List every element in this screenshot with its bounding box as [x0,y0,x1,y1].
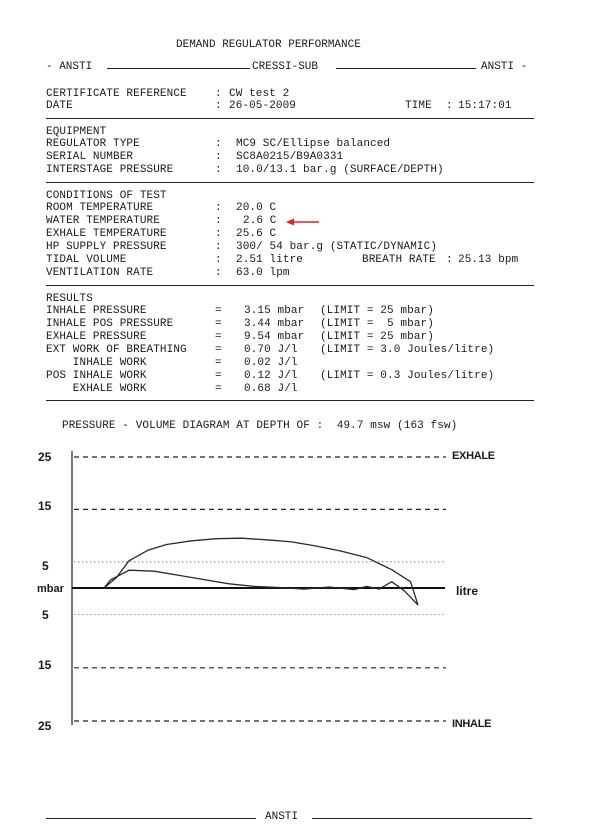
date-label: DATE [46,100,73,112]
equipment-value: MC9 SC/Ellipse balanced [236,138,391,150]
separator: : [215,228,222,240]
results-limit: (LIMIT = 25 mbar) [320,305,434,317]
results-value: 0.68 J/l [244,383,298,395]
date-value: 26-05-2009 [229,100,297,112]
conditions-label: WATER TEMPERATURE [46,215,160,227]
banner-right: ANSTI - [481,61,528,73]
separator: : [215,88,222,100]
results-label: INHALE WORK [46,357,147,369]
separator: : [215,241,222,253]
separator: : [215,215,222,227]
breath-rate-label: BREATH RATE [362,254,436,266]
results-limit: (LIMIT = 0.3 Joules/litre) [320,370,495,382]
results-value: 0.02 J/l [244,357,298,369]
conditions-label: EXHALE TEMPERATURE [46,228,167,240]
y-axis-unit: mbar [37,583,64,595]
equipment-label: REGULATOR TYPE [46,138,140,150]
separator: = [215,344,222,356]
equipment-value: 10.0/13.1 bar.g (SURFACE/DEPTH) [236,164,444,176]
time-value: 15:17:01 [458,100,512,112]
page-title: DEMAND REGULATOR PERFORMANCE [176,39,361,51]
separator: : [215,100,222,112]
time-label: TIME [405,100,432,112]
results-label: EXHALE PRESSURE [46,331,147,343]
results-label: EXT WORK OF BREATHING [46,344,187,356]
conditions-label: TIDAL VOLUME [46,254,127,266]
conditions-heading: CONDITIONS OF TEST [46,190,167,202]
separator: = [215,331,222,343]
y-tick-label: 25 [38,719,52,733]
diagram-title: PRESSURE - VOLUME DIAGRAM AT DEPTH OF : 49.7 msw (163 fsw) [62,420,458,432]
banner-left: - ANSTI [46,61,93,73]
conditions-value: 2.51 litre [236,254,304,266]
separator: = [215,305,222,317]
separator: : [215,202,222,214]
results-value: 0.70 J/l [244,344,298,356]
results-label: POS INHALE WORK [46,370,147,382]
results-limit: (LIMIT = 5 mbar) [320,318,434,330]
y-tick-label: 5 [42,608,49,622]
red-arrow-icon [286,216,320,228]
y-tick-label: 15 [38,499,52,513]
conditions-value: 25.6 C [236,228,277,240]
section-divider [46,285,534,286]
section-divider [46,400,534,401]
pressure-volume-chart [0,440,608,740]
results-value: 3.15 mbar [244,305,305,317]
results-limit: (LIMIT = 3.0 Joules/litre) [320,344,495,356]
footer-rule-left [46,818,256,819]
banner-center: CRESSI-SUB [252,61,319,73]
y-tick-label: 5 [42,559,49,573]
conditions-label: ROOM TEMPERATURE [46,202,154,214]
separator: : [446,100,453,112]
conditions-value: 63.0 lpm [236,267,290,279]
results-heading: RESULTS [46,293,93,305]
section-divider [46,182,534,183]
results-label: EXHALE WORK [46,383,147,395]
equipment-heading: EQUIPMENT [46,126,107,138]
separator: = [215,318,222,330]
equipment-value: SC8A0215/B9A0331 [236,151,344,163]
separator: = [215,370,222,382]
banner-rule-right [336,68,476,69]
breath-rate-value: 25.13 bpm [458,254,519,266]
y-tick-label: 25 [38,450,52,464]
y-tick-label: 15 [38,658,52,672]
exhale-label: EXHALE [452,450,495,462]
footer-label: ANSTI [265,811,299,823]
separator: : [215,151,222,163]
separator: : [215,267,222,279]
results-limit: (LIMIT = 25 mbar) [320,331,434,343]
separator: : [215,164,222,176]
certificate-ref-label: CERTIFICATE REFERENCE [46,88,187,100]
results-value: 0.12 J/l [244,370,298,382]
conditions-label: HP SUPPLY PRESSURE [46,241,167,253]
conditions-label: VENTILATION RATE [46,267,154,279]
conditions-value: 20.0 C [236,202,277,214]
separator: : [446,254,453,266]
conditions-value: 300/ 54 bar.g (STATIC/DYNAMIC) [236,241,438,253]
results-value: 9.54 mbar [244,331,305,343]
separator: = [215,383,222,395]
separator: : [215,138,222,150]
separator: = [215,357,222,369]
inhale-label: INHALE [452,718,492,730]
results-value: 3.44 mbar [244,318,305,330]
equipment-label: INTERSTAGE PRESSURE [46,164,174,176]
certificate-ref-value: CW test 2 [229,88,290,100]
equipment-label: SERIAL NUMBER [46,151,134,163]
footer-rule-right [312,818,532,819]
results-label: INHALE PRESSURE [46,305,147,317]
separator: : [215,254,222,266]
x-axis-label: litre [456,584,479,598]
banner-rule-left [107,68,250,69]
results-label: INHALE POS PRESSURE [46,318,174,330]
water-temperature-value: 2.6 C [243,215,277,227]
section-divider [46,118,534,119]
